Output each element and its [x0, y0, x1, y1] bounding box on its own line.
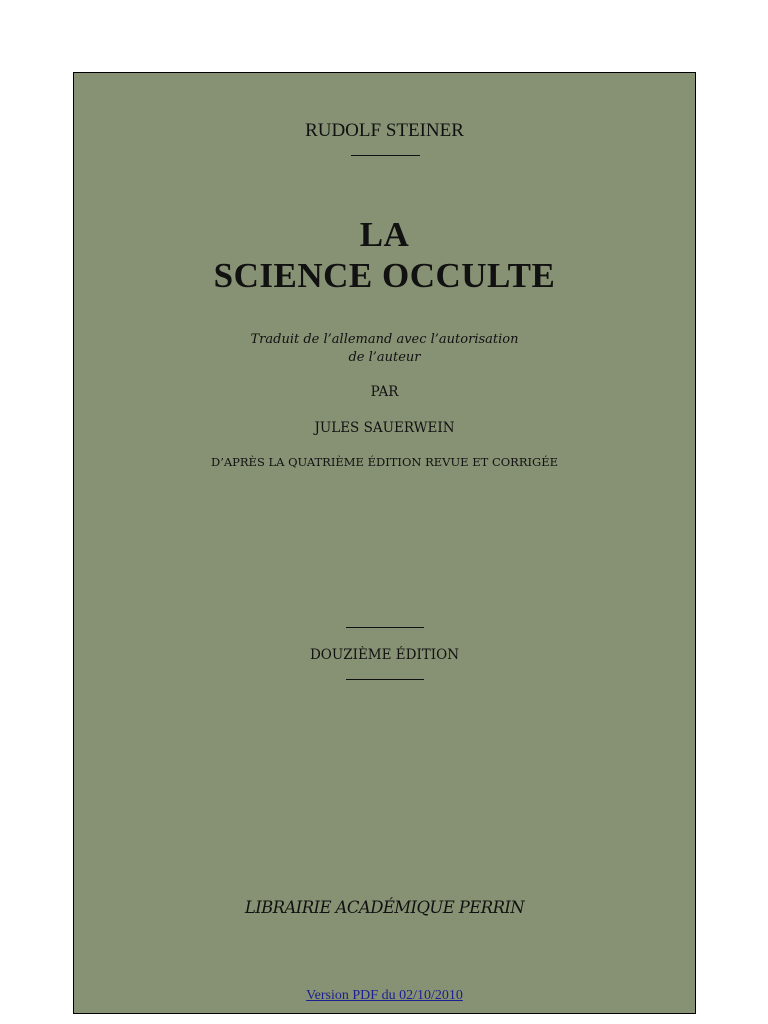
translator-name: JULES SAUERWEIN [314, 420, 455, 436]
divider-rule [346, 627, 424, 628]
pdf-version-link[interactable]: Version PDF du 02/10/2010 [306, 988, 463, 1003]
translation-note-line-1: Traduit de l’allemand avec l’autorisation [250, 332, 519, 347]
book-title-line-1: LA [359, 215, 410, 254]
edition-label: DOUZIÈME ÉDITION [309, 647, 460, 663]
edition-note: D’APRÈS LA QUATRIÈME ÉDITION REVUE ET CORRIGÉE [210, 455, 559, 469]
author-name: RUDOLF STEINER [305, 120, 464, 141]
by-label: PAR [370, 384, 399, 400]
book-title-line-2: SCIENCE OCCULTE [213, 256, 556, 295]
divider-rule [351, 155, 420, 156]
publisher-name: LIBRAIRIE ACADÉMIQUE PERRIN [244, 898, 525, 917]
version-link-container [74, 987, 695, 1005]
book-cover [73, 72, 696, 1014]
divider-rule [346, 679, 424, 680]
translation-note-line-2: de l’auteur [348, 350, 421, 365]
